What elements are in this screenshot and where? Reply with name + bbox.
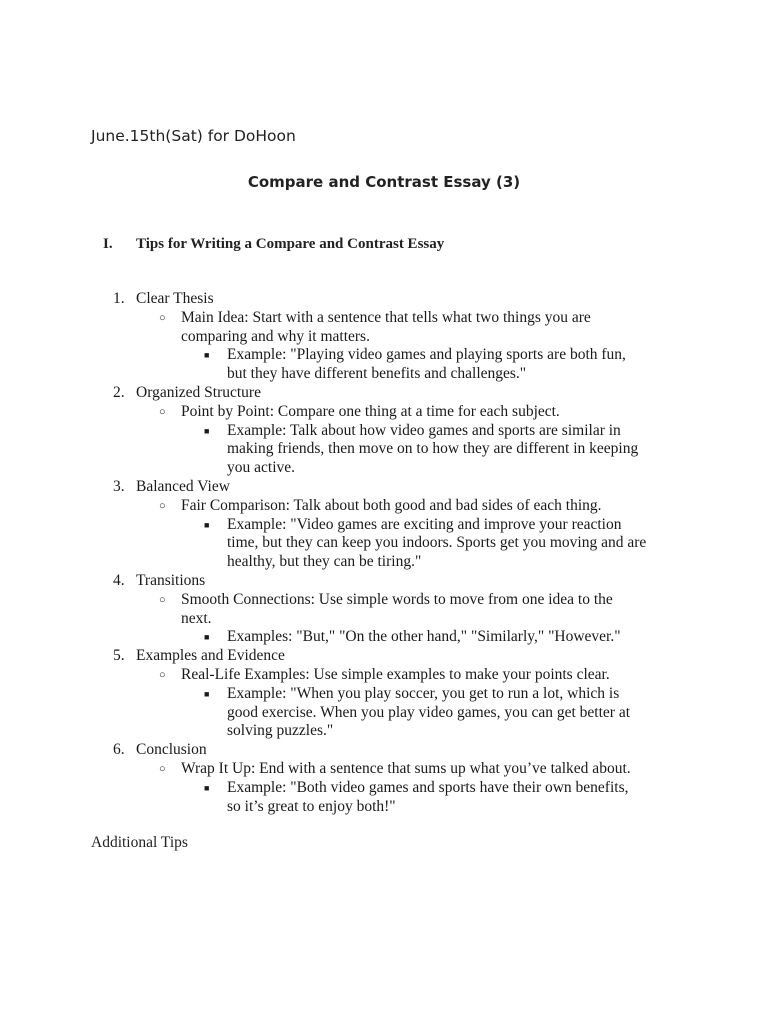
example-line (0, 516, 768, 535)
sub-item-line (0, 760, 768, 779)
item-number: 5. (113, 647, 125, 665)
example-line (0, 553, 768, 572)
item-label: Transitions (136, 571, 206, 589)
additional-tips-heading: Additional Tips (91, 834, 188, 851)
item-label: Examples and Evidence (136, 647, 285, 665)
square-bullet-icon: ■ (204, 519, 210, 530)
example-line (0, 798, 768, 817)
example-line (0, 346, 768, 365)
item-label: Clear Thesis (136, 290, 214, 307)
hollow-circle-bullet-icon: ○ (159, 762, 166, 775)
hollow-circle-bullet-icon: ○ (159, 311, 166, 324)
sub-item-line (0, 328, 768, 347)
document-title: Compare and Contrast Essay (3) (247, 173, 521, 191)
example-line (0, 685, 768, 704)
example-line (0, 628, 768, 647)
example-text: Examples: "But," "On the other hand," "Similarly," "However." (227, 628, 621, 646)
square-bullet-icon: ■ (204, 350, 210, 361)
item-label: Conclusion (136, 741, 207, 759)
sub-item-line (0, 403, 768, 422)
square-bullet-icon: ■ (204, 688, 210, 699)
example-line (0, 459, 768, 478)
list-item (0, 290, 768, 309)
sub-item-text: Real-Life Examples: Use simple examples to make your points clear. (181, 665, 610, 683)
sub-item-text: next. (181, 609, 212, 627)
item-label: Organized Structure (136, 383, 261, 401)
example-line (0, 365, 768, 384)
date-line: June.15th(Sat) for DoHoon (91, 127, 296, 145)
list-item (0, 384, 768, 403)
sub-item-line (0, 497, 768, 516)
hollow-circle-bullet-icon: ○ (159, 405, 166, 418)
sub-item-text: Wrap It Up: End with a sentence that sums up what you’ve talked about. (181, 759, 631, 777)
example-text: solving puzzles." (227, 722, 334, 740)
sub-item-line (0, 610, 768, 629)
hollow-circle-bullet-icon: ○ (159, 499, 166, 512)
sub-item-text: Point by Point: Compare one thing at a time for each subject. (181, 402, 560, 420)
hollow-circle-bullet-icon: ○ (159, 668, 166, 681)
example-text: making friends, then move on to how they are different in keeping (227, 440, 639, 458)
example-text: Example: "Playing video games and playing sports are both fun, (227, 346, 626, 364)
sub-item-text: Smooth Connections: Use simple words to move from one idea to the (181, 590, 613, 608)
example-text: time, but they can keep you indoors. Sports get you moving and are (227, 534, 647, 552)
list-item (0, 478, 768, 497)
tips-list (0, 290, 768, 816)
sub-item-text: comparing and why it matters. (181, 327, 370, 345)
item-label: Balanced View (136, 477, 230, 495)
item-number: 4. (113, 571, 125, 589)
square-bullet-icon: ■ (204, 782, 210, 793)
section-heading (103, 236, 444, 253)
example-text: Example: Talk about how video games and sports are similar in (227, 421, 621, 439)
sub-item-line (0, 591, 768, 610)
sub-item-line (0, 666, 768, 685)
list-item (0, 647, 768, 666)
square-bullet-icon: ■ (204, 632, 210, 643)
sub-item-text: Main Idea: Start with a sentence that tells what two things you are (181, 308, 591, 326)
example-text: good exercise. When you play video games, you can get better at (227, 703, 631, 721)
example-text: Example: "Both video games and sports have their own benefits, (227, 778, 629, 796)
item-number: 3. (113, 477, 125, 495)
example-text: healthy, but they can be tiring." (227, 553, 422, 571)
sub-item-text: Fair Comparison: Talk about both good and bad sides of each thing. (181, 496, 602, 514)
example-text: Example: "When you play soccer, you get to run a lot, which is (227, 684, 620, 702)
item-number: 1. (113, 290, 125, 307)
example-text: Example: "Video games are exciting and improve your reaction (227, 515, 622, 533)
item-number: 2. (113, 383, 125, 401)
list-item (0, 741, 768, 760)
example-line (0, 722, 768, 741)
example-line (0, 422, 768, 441)
item-number: 6. (113, 741, 125, 759)
example-line (0, 440, 768, 459)
square-bullet-icon: ■ (204, 425, 210, 436)
section-heading-text: Tips for Writing a Compare and Contrast Essay (136, 236, 445, 252)
hollow-circle-bullet-icon: ○ (159, 593, 166, 606)
example-line (0, 534, 768, 553)
example-line (0, 779, 768, 798)
section-numeral: I. (103, 236, 113, 252)
example-text: you active. (227, 459, 296, 477)
example-text: but they have different benefits and challenges." (227, 365, 527, 383)
list-item (0, 572, 768, 591)
example-line (0, 704, 768, 723)
example-text: so it’s great to enjoy both!" (227, 797, 396, 815)
sub-item-line (0, 309, 768, 328)
